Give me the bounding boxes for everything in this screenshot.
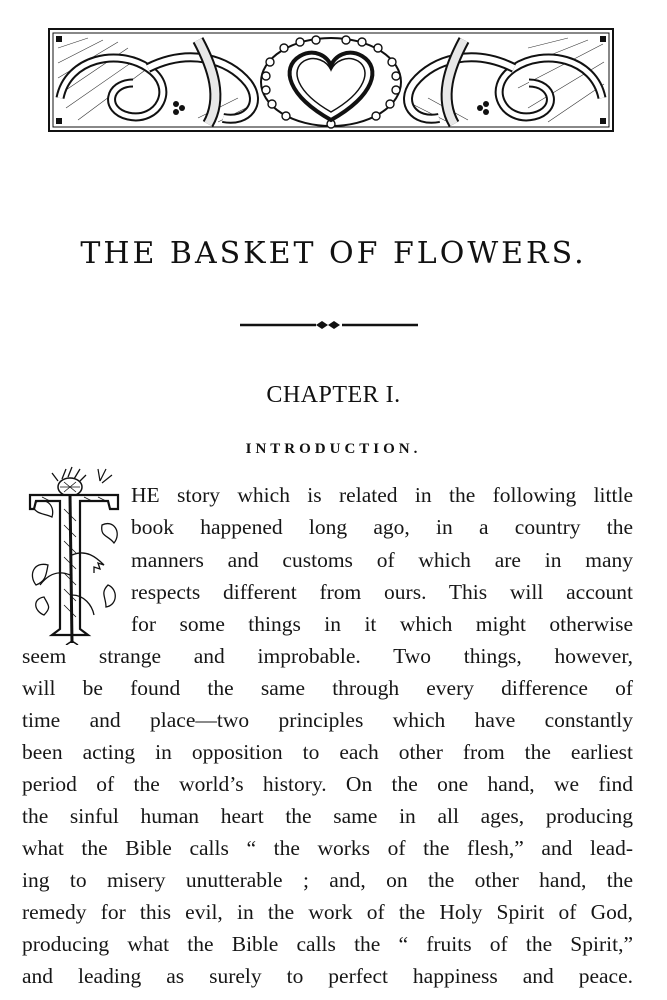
chapter-subheading: INTRODUCTION.: [245, 441, 422, 457]
paragraph-line: manners and customs of which are in many: [131, 548, 633, 572]
paragraph-line: respects different from ours. This will account: [131, 580, 633, 604]
paragraph-line: and leading as surely to perfect happiness and peace.: [22, 964, 633, 988]
paragraph-line: will be found the same through every difference of: [22, 676, 633, 700]
paragraph-line: HE story which is related in the following little: [131, 483, 633, 507]
paragraph-line: producing what the Bible calls the “ fruits of the Spirit,”: [22, 932, 633, 956]
book-title: THE BASKET OF FLOWERS.: [80, 236, 587, 271]
chapter-heading: CHAPTER I.: [266, 382, 401, 408]
paragraph-line: book happened long ago, in a country the: [131, 515, 633, 539]
paragraph-line: time and place—two principles which have constantly: [22, 708, 633, 732]
paragraph-line: remedy for this evil, in the work of the Holy Spirit of God,: [22, 900, 633, 924]
paragraph-line: the sinful human heart the same in all ages, producing: [22, 804, 633, 828]
paragraph-line: period of the world’s history. On the one hand, we find: [22, 772, 633, 796]
paragraph-line: ing to misery unutterable ; and, on the other hand, the: [22, 868, 633, 892]
paragraph-line: seem strange and improbable. Two things, however,: [22, 644, 633, 668]
paragraph-line: what the Bible calls “ the works of the flesh,” and lead-: [22, 836, 633, 860]
paragraph-line: for some things in it which might otherwise: [131, 612, 633, 636]
paragraph-line: been acting in opposition to each other from the earliest: [22, 740, 633, 764]
